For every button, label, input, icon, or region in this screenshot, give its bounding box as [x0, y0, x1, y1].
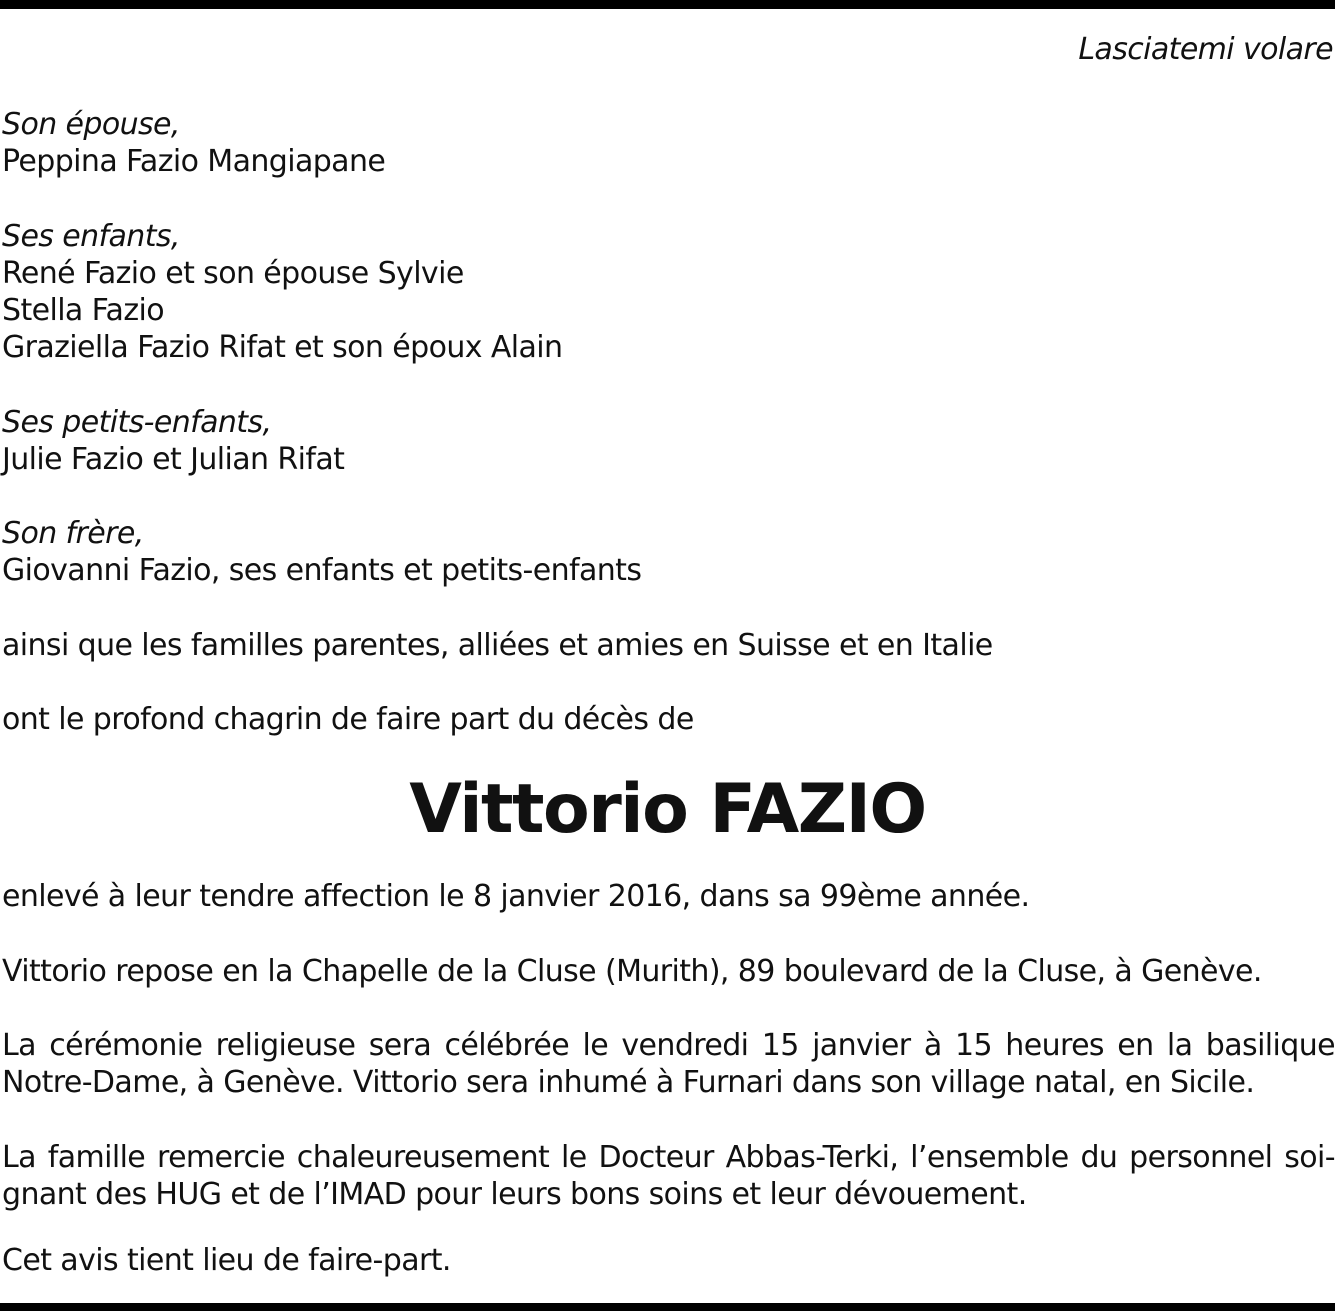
deceased-name: Vittorio FAZIO [409, 770, 926, 849]
grandchildren-label: Ses petits-enfants, [2, 405, 272, 440]
ceremony-line-2: Notre-Dame, à Genève. Vittorio sera inhumé à Furnari dans son village natal, en Sicile. [2, 1065, 1255, 1100]
children-label: Ses enfants, [2, 219, 180, 254]
grandchildren-name: Julie Fazio et Julian Rifat [2, 442, 345, 477]
announce-line: ont le profond chagrin de faire part du décès de [2, 702, 694, 737]
spouse-name: Peppina Fazio Mangiapane [2, 144, 386, 179]
thanks-line-1: La famille remercie chaleureusement le Docteur Abbas-Terki, l’ensemble du personnel soi- [2, 1140, 1335, 1175]
child-name: René Fazio et son épouse Sylvie [2, 256, 464, 291]
repose-line: Vittorio repose en la Chapelle de la Cluse (Murith), 89 boulevard de la Cluse, à Genève. [2, 954, 1262, 989]
top-rule [0, 0, 1335, 9]
bottom-rule [0, 1303, 1335, 1311]
epigraph: Lasciatemi volare [1078, 32, 1333, 67]
brother-name: Giovanni Fazio, ses enfants et petits-enfants [2, 553, 642, 588]
ceremony-line-1: La cérémonie religieuse sera célébrée le vendredi 15 janvier à 15 heures en la basilique [2, 1028, 1335, 1063]
passing-line: enlevé à leur tendre affection le 8 janvier 2016, dans sa 99ème année. [2, 879, 1030, 914]
brother-label: Son frère, [2, 516, 144, 551]
spouse-label: Son épouse, [2, 107, 180, 142]
families-line: ainsi que les familles parentes, alliées et amies en Suisse et en Italie [2, 628, 993, 663]
thanks-line-2: gnant des HUG et de l’IMAD pour leurs bons soins et leur dévouement. [2, 1177, 1027, 1212]
closing-line: Cet avis tient lieu de faire-part. [2, 1243, 451, 1278]
child-name: Graziella Fazio Rifat et son époux Alain [2, 330, 563, 365]
child-name: Stella Fazio [2, 293, 164, 328]
